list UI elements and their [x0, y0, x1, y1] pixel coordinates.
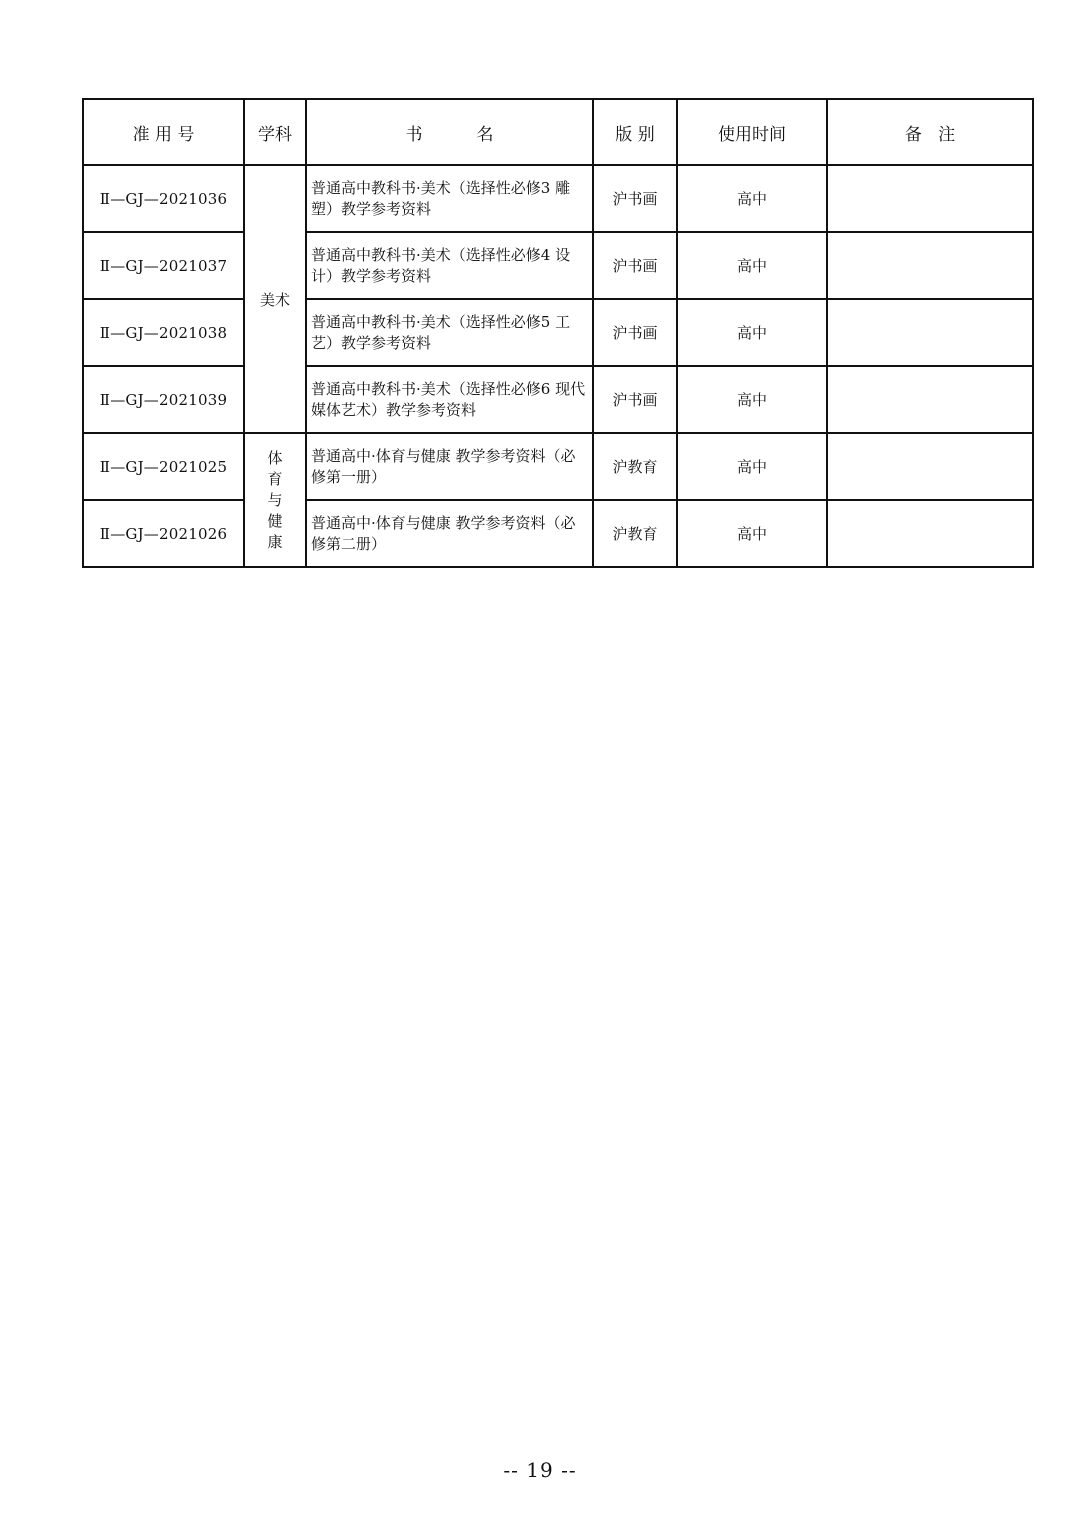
edition-cell: 沪教育 — [593, 433, 677, 500]
edition-cell: 沪书画 — [593, 299, 677, 366]
teaching-materials-table — [82, 98, 1034, 568]
page-number: -- 19 -- — [503, 1458, 577, 1482]
note-cell — [827, 366, 1033, 433]
row-id-cell: Ⅱ—GJ—2021038 — [83, 299, 244, 366]
edition-cell: 沪书画 — [593, 232, 677, 299]
book-title-cell: 普通高中教科书·美术（选择性必修5 工艺）教学参考资料 — [306, 299, 593, 366]
book-title-cell: 普通高中教科书·美术（选择性必修6 现代媒体艺术）教学参考资料 — [306, 366, 593, 433]
note-cell — [827, 433, 1033, 500]
note-cell — [827, 299, 1033, 366]
book-title-cell: 普通高中·体育与健康 教学参考资料（必修第二册） — [306, 500, 593, 567]
book-title-cell: 普通高中·体育与健康 教学参考资料（必修第一册） — [306, 433, 593, 500]
note-cell — [827, 165, 1033, 232]
edition-cell: 沪书画 — [593, 165, 677, 232]
edition-cell: 沪教育 — [593, 500, 677, 567]
row-id-cell: Ⅱ—GJ—2021026 — [83, 500, 244, 567]
usage-time-cell: 高中 — [677, 232, 827, 299]
subject-label: 美术 — [259, 290, 290, 309]
book-title-cell: 普通高中教科书·美术（选择性必修3 雕塑）教学参考资料 — [306, 165, 593, 232]
row-id-cell: Ⅱ—GJ—2021037 — [83, 232, 244, 299]
header-id: 准 用 号 — [83, 99, 244, 165]
usage-time-cell: 高中 — [677, 500, 827, 567]
table-header-row — [83, 99, 1033, 165]
table-row — [83, 165, 1033, 232]
subject-cell — [244, 433, 306, 567]
header-edition: 版 别 — [593, 99, 677, 165]
table-row — [83, 232, 1033, 299]
note-cell — [827, 500, 1033, 567]
header-note: 备 注 — [827, 99, 1033, 165]
usage-time-cell: 高中 — [677, 165, 827, 232]
row-id-cell: Ⅱ—GJ—2021039 — [83, 366, 244, 433]
usage-time-cell: 高中 — [677, 433, 827, 500]
table-row — [83, 299, 1033, 366]
header-usage: 使用时间 — [677, 99, 827, 165]
row-id-cell: Ⅱ—GJ—2021036 — [83, 165, 244, 232]
subject-label: 体育与健康 — [267, 448, 283, 551]
edition-cell: 沪书画 — [593, 366, 677, 433]
table-row — [83, 433, 1033, 500]
usage-time-cell: 高中 — [677, 366, 827, 433]
row-id-cell: Ⅱ—GJ—2021025 — [83, 433, 244, 500]
subject-cell — [244, 165, 306, 433]
table-row — [83, 366, 1033, 433]
note-cell — [827, 232, 1033, 299]
header-subject: 学科 — [244, 99, 306, 165]
usage-time-cell: 高中 — [677, 299, 827, 366]
table-body — [83, 165, 1033, 567]
table-row — [83, 500, 1033, 567]
header-title: 书 名 — [306, 99, 593, 165]
book-title-cell: 普通高中教科书·美术（选择性必修4 设计）教学参考资料 — [306, 232, 593, 299]
